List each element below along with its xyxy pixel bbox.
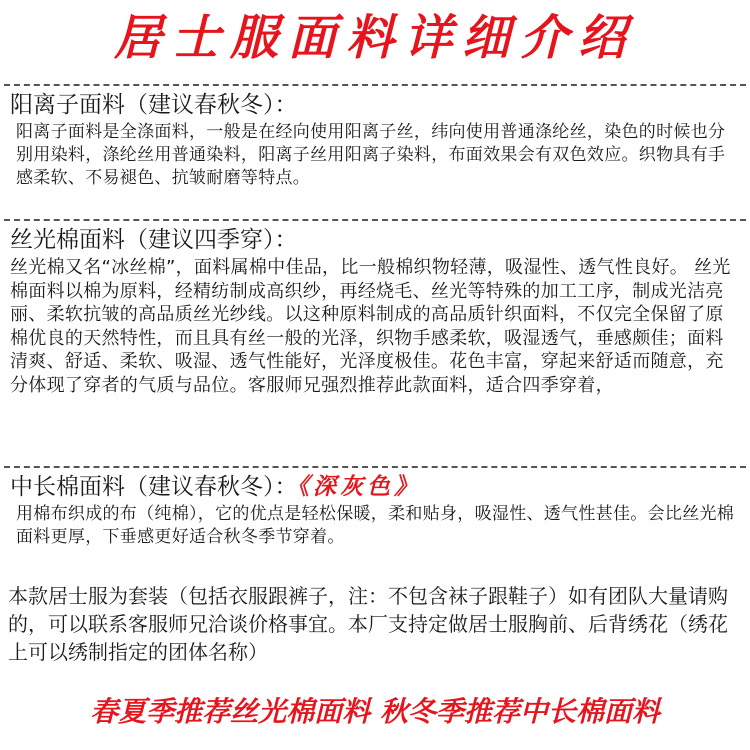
section-cationic — [4, 84, 746, 216]
footer-recommendation: 春夏季推荐丝光棉面料 秋冬季推荐中长棉面料 — [90, 695, 660, 728]
section-medium-cotton — [4, 466, 746, 583]
page-title: 居士服面料详细介绍 — [113, 10, 636, 66]
product-note: 本款居士服为套装（包括衣服跟裤子，注：不包含袜子跟鞋子）如有团队大量请购的，可以联系客服师兄洽谈价格事宜。本厂支持定做居士服胸前、后背绣花（绣花上可以绣制指定的团体名称） — [8, 584, 728, 664]
section-body: 用棉布织成的布（纯棉），它的优点是轻松保暖，柔和贴身，吸湿性、透气性甚佳。会比丝光棉面料更厚，下垂感更好适合秋冬季节穿着。 — [16, 504, 735, 547]
section-mercerized-cotton — [4, 219, 746, 465]
section-heading-row — [4, 472, 746, 502]
section-heading: 阳离子面料（建议春秋冬）： — [10, 92, 298, 118]
section-body: 丝光棉又名“冰丝棉”，面料属棉中佳品，比一般棉织物轻薄，吸湿性、透气性良好。 丝光棉面料以棉为原料，经精纺制成高织纱，再经烧毛、丝光等特殊的加工工序，制成光洁亮丽、柔软抗皱的高品质丝光纱线。以这种原料制成的高品质针织面料，不仅完全保留了原棉优良的天然特性，而且具有丝一般的光泽，织物手感柔软，吸湿透气，垂感颇佳；面料清爽、舒适、柔软、吸湿、透气性能好，光泽度极佳。花色丰富，穿起来舒适而随意，充分体现了穿者的气质与品位。客服师兄强烈推荐此款面料，适合四季穿着， — [10, 257, 731, 396]
color-label: 《深灰色》 — [297, 473, 421, 500]
section-heading: 丝光棉面料（建议四季穿）： — [10, 227, 298, 253]
section-body: 阳离子面料是全涤面料，一般是在经向使用阳离子丝，纬向使用普通涤纶丝，染色的时候也分别用染料，涤纶丝用普通染料，阳离子丝用阳离子染料，布面效果会有双色效应。织物具有手感柔软、不易褪色、抗皱耐磨等特点。 — [16, 122, 726, 188]
section-heading: 中长棉面料（建议春秋冬）： — [10, 474, 298, 500]
